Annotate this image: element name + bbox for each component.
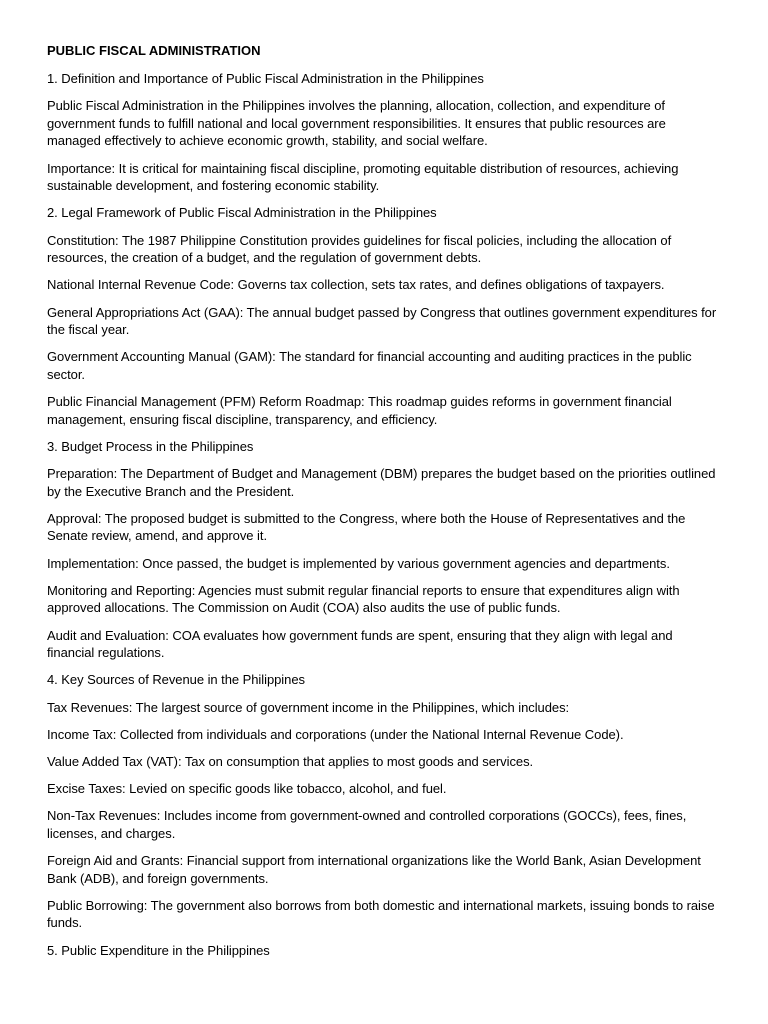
- paragraph-vat: Value Added Tax (VAT): Tax on consumption that applies to most goods and services.: [47, 753, 534, 769]
- paragraph-constitution: Constitution: The 1987 Philippine Constitution provides guidelines for fiscal policies, including the allocation of resources, the creation of a budget, and the regulation of government debts.: [47, 232, 672, 266]
- paragraph-pfm-roadmap: Public Financial Management (PFM) Reform Roadmap: This roadmap guides reforms in government financial management, ensuring fiscal discipline, transparency, and efficiency.: [47, 394, 672, 427]
- paragraph-definition: Public Fiscal Administration in the Philippines involves the planning, allocation, collection, and expenditure of government funds to fulfill national and local government responsibilities. It ensures that public resources are managed effectively to achieve economic growth, stability, and social welfare.: [47, 98, 666, 149]
- paragraph-gaa: General Appropriations Act (GAA): The annual budget passed by Congress that outlines government expenditures for the fiscal year.: [47, 304, 717, 338]
- paragraph-tax-revenues: Tax Revenues: The largest source of government income in the Philippines, which includes:: [47, 699, 570, 715]
- paragraph-non-tax-revenues: Non-Tax Revenues: Includes income from government-owned and controlled corporations (GOCCs), fees, fines, licenses, and charges.: [47, 808, 687, 841]
- paragraph-approval: Approval: The proposed budget is submitted to the Congress, where both the House of Representatives and the Senate review, amend, and approve it.: [47, 510, 686, 544]
- heading-definition-importance: 1. Definition and Importance of Public Fiscal Administration in the Philippines: [47, 71, 484, 86]
- paragraph-monitoring: Monitoring and Reporting: Agencies must submit regular financial reports to ensure that expenditures align with approved allocations. The Commission on Audit (COA) also audits the use of public funds.: [47, 582, 680, 616]
- paragraph-preparation: Preparation: The Department of Budget and Management (DBM) prepares the budget based on the priorities outlined by the Executive Branch and the President.: [47, 466, 716, 499]
- paragraph-nirc: National Internal Revenue Code: Governs tax collection, sets tax rates, and defines obligations of taxpayers.: [47, 277, 665, 293]
- paragraph-income-tax: Income Tax: Collected from individuals and corporations (under the National Internal Revenue Code).: [47, 726, 624, 742]
- document-title: PUBLIC FISCAL ADMINISTRATION: [47, 43, 261, 58]
- heading-budget-process: 3. Budget Process in the Philippines: [47, 438, 254, 454]
- heading-revenue-sources: 4. Key Sources of Revenue in the Philippines: [47, 672, 305, 688]
- paragraph-foreign-aid: Foreign Aid and Grants: Financial support from international organizations like the World Bank, Asian Development Bank (ADB), and foreign governments.: [47, 853, 701, 886]
- paragraph-importance: Importance: It is critical for maintaining fiscal discipline, promoting equitable distribution of resources, achieving sustainable development, and fostering economic stability.: [47, 160, 679, 194]
- heading-legal-framework: 2. Legal Framework of Public Fiscal Administration in the Philippines: [47, 205, 437, 221]
- paragraph-audit: Audit and Evaluation: COA evaluates how government funds are spent, ensuring that they align with legal and financial regulations.: [47, 627, 673, 661]
- paragraph-implementation: Implementation: Once passed, the budget is implemented by various government agencies and departments.: [47, 555, 670, 571]
- heading-public-expenditure: 5. Public Expenditure in the Philippines: [47, 942, 270, 958]
- document-page: [47, 42, 723, 969]
- paragraph-excise-taxes: Excise Taxes: Levied on specific goods like tobacco, alcohol, and fuel.: [47, 781, 447, 797]
- paragraph-gam: Government Accounting Manual (GAM): The standard for financial accounting and auditing practices in the public sector.: [47, 349, 692, 382]
- paragraph-public-borrowing: Public Borrowing: The government also borrows from both domestic and international markets, issuing bonds to raise funds.: [47, 897, 715, 931]
